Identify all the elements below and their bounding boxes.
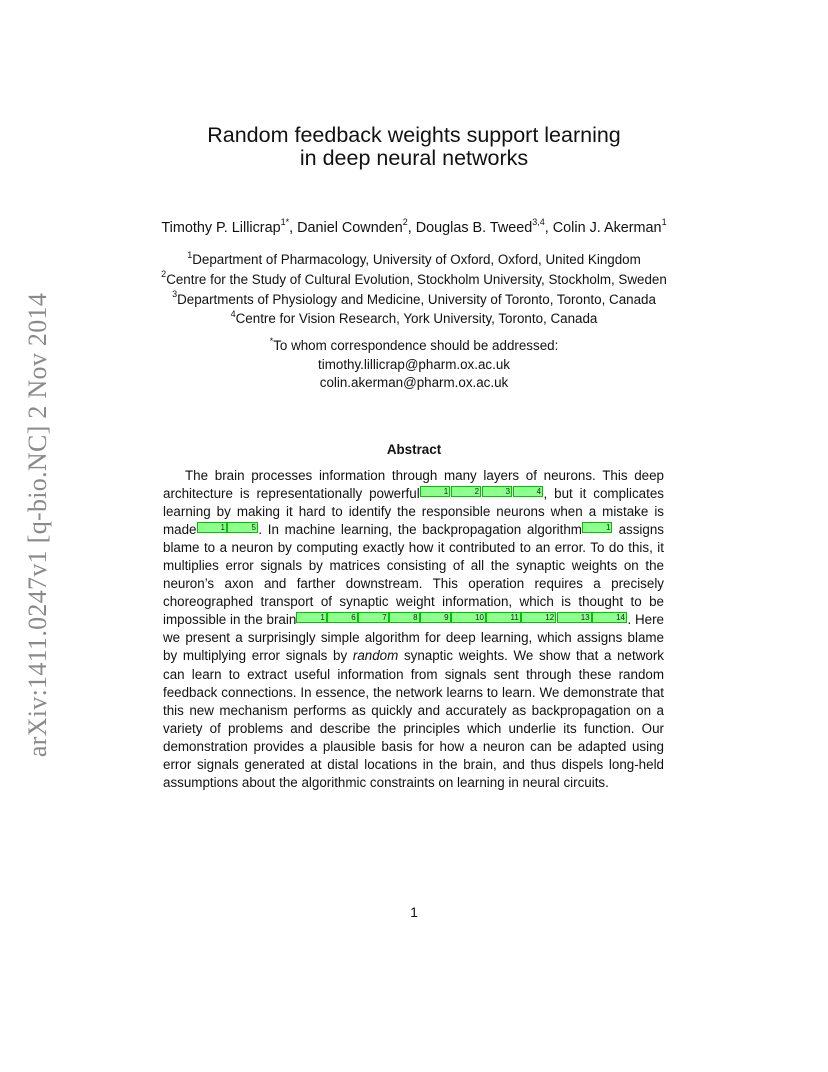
affiliation-number: 2	[161, 269, 167, 280]
affiliation-list	[0, 250, 828, 329]
abstract-text: . Here we present a surprisingly simple algorithm for deep learning, which assigns blame by multiplying error signals by	[163, 612, 665, 664]
affiliation-number: 3	[172, 289, 178, 300]
author-name: Colin J. Akerman	[552, 220, 662, 236]
citation-link[interactable]: 14	[592, 612, 627, 623]
citation-group	[582, 522, 613, 537]
citation-link[interactable]: 2	[451, 486, 481, 497]
author-name: Daniel Cownden	[297, 220, 403, 236]
affiliation-number: 1	[187, 249, 193, 260]
abstract-paragraph	[163, 467, 664, 792]
citation-group	[296, 612, 627, 627]
affiliation	[0, 290, 828, 310]
affiliation-text: Centre for the Study of Cultural Evolution, Stockholm University, Stockholm, Sweden	[166, 271, 667, 287]
emphasis-text: random	[352, 648, 399, 664]
author-name: Douglas B. Tweed	[415, 220, 533, 236]
citation-link[interactable]: 12	[521, 612, 556, 623]
title-line-1: Random feedback weights support learning	[207, 123, 621, 147]
citation-link[interactable]: 4	[513, 486, 543, 497]
page-number: 1	[410, 904, 418, 920]
citation-link[interactable]: 11	[486, 612, 520, 623]
abstract-text: assigns blame to a neuron by computing exactly how it contributed to an error. To do this, it multiplies error signals by matrices consisting of all the synaptic weights on the neuron’s axon and farther downstream. This operation requires a precisely choreographed transport of synaptic weight information, which is thought to be impossible in the brain	[163, 522, 664, 628]
author-affiliation-marker: 1	[661, 217, 667, 228]
arxiv-identifier[interactable]: arXiv:1411.0247v1 [q-bio.NC] 2 Nov 2014	[23, 292, 52, 758]
citation-link[interactable]: 13	[557, 612, 592, 623]
abstract-text: , but it complicates learning by making it hard to identify the responsible neurons when a mistake is made	[163, 486, 664, 538]
citation-link[interactable]: 8	[389, 612, 419, 623]
paper-title	[0, 124, 828, 170]
author-list: Timothy P. Lillicrap$^{1*}$, Daniel Cownden$^2$, Douglas B. Tweed$^{3,4}$, Colin J. Akerman$^1$	[161, 217, 667, 236]
author-name: Timothy P. Lillicrap	[161, 220, 281, 236]
title-line-2: in deep neural networks	[299, 146, 529, 170]
affiliation-text: Centre for Vision Research, York University, Toronto, Canada	[235, 311, 598, 327]
author-affiliation-marker: 1*	[280, 217, 290, 228]
citation-group	[197, 522, 259, 537]
citation-link[interactable]: 6	[327, 612, 357, 623]
correspondence-marker: *	[269, 335, 274, 346]
citation-link[interactable]: 5	[227, 522, 257, 533]
citation-link[interactable]: 3	[482, 486, 512, 497]
citation-link[interactable]: 1	[197, 522, 227, 533]
author-affiliation-marker: 3,4	[532, 217, 545, 228]
citation-link[interactable]: 1	[420, 486, 450, 497]
abstract-text: . In machine learning, the backpropagation algorithm	[258, 522, 582, 538]
abstract-heading: Abstract	[386, 442, 442, 457]
citation-link[interactable]: 7	[358, 612, 388, 623]
correspondence-note: *To whom correspondence should be addressed:	[269, 335, 559, 353]
author-affiliation-marker: 2	[402, 217, 408, 228]
citation-group	[420, 486, 544, 501]
affiliation	[0, 270, 828, 290]
abstract-text: synaptic weights. We show that a network can learn to extract useful information from signals sent through these random feedback connections. In essence, the network learns to learn. We demonstrate that this new mechanism performs as quickly and accurately as backpropagation on a variety of problems and describe the principles which underlie its function. Our demonstration provides a plausible basis for how a neuron can be adapted using error signals generated at distal locations in the brain, and thus dispels long-held assumptions about the algorithmic constraints on learning in neural circuits.	[163, 648, 664, 790]
affiliation-text: Department of Pharmacology, University of Oxford, Oxford, United Kingdom	[192, 252, 641, 267]
citation-link[interactable]: 9	[420, 612, 450, 623]
abstract-text: The brain processes information through many layers of neurons. This deep architecture is representationally powerful	[163, 468, 664, 502]
citation-link[interactable]: 10	[451, 612, 486, 623]
affiliation	[0, 309, 828, 329]
affiliation-text: Departments of Physiology and Medicine, University of Toronto, Toronto, Canada	[177, 291, 656, 307]
abstract-body	[163, 467, 664, 792]
affiliation-number: 4	[230, 308, 236, 319]
citation-link[interactable]: 1	[582, 522, 612, 533]
correspondence-block	[0, 337, 828, 393]
email-link[interactable]: colin.akerman@pharm.ox.ac.uk	[319, 375, 509, 391]
email-link[interactable]: timothy.lillicrap@pharm.ox.ac.uk	[318, 356, 510, 372]
affiliation	[0, 250, 828, 270]
citation-link[interactable]: 1	[296, 612, 326, 623]
